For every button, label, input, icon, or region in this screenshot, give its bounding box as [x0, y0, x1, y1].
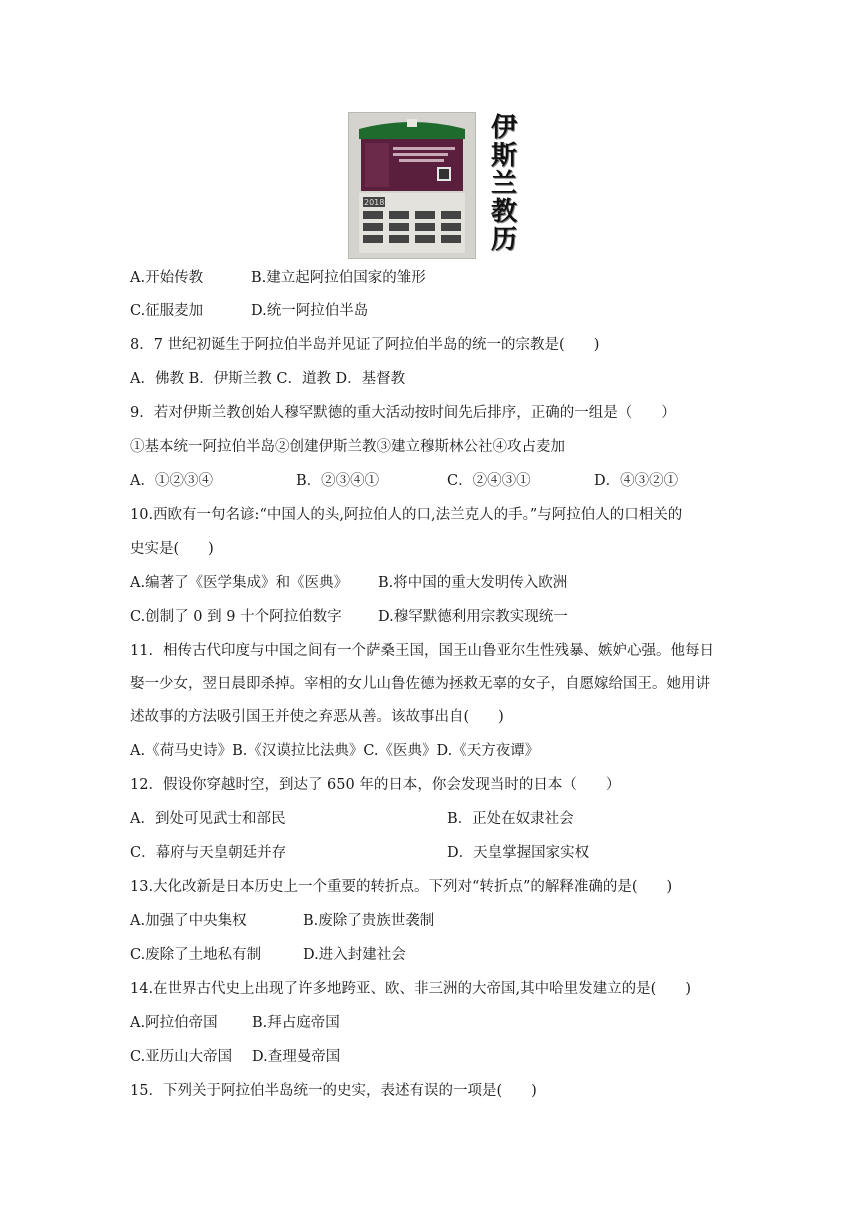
q9-stem: 9．若对伊斯兰教创始人穆罕默德的重大活动按时间先后排序，正确的一组是（ ）	[130, 405, 676, 421]
q15-stem: 15．下列关于阿拉伯半岛统一的史实，表述有误的一项是( )	[130, 1083, 537, 1099]
q8-options: A．佛教 B．伊斯兰教 C．道教 D．基督教	[130, 371, 406, 387]
q7-option-a: A.开始传教	[130, 270, 204, 286]
islamic-calendar-image	[348, 112, 476, 259]
q10-option-a: A.编著了《医学集成》和《医典》	[130, 575, 349, 591]
q9-option-c: C．②④③①	[447, 473, 531, 489]
q8-stem: 8．7 世纪初诞生于阿拉伯半岛并见证了阿拉伯半岛的统一的宗教是( )	[130, 337, 600, 353]
q14-option-b: B.拜占庭帝国	[252, 1015, 340, 1031]
q12-stem: 12．假设你穿越时空，到达了 650 年的日本，你会发现当时的日本（ ）	[130, 777, 621, 793]
q7-option-c: C.征服麦加	[130, 303, 204, 319]
q11-stem-line2: 娶一少女，翌日晨即杀掉。宰相的女儿山鲁佐德为拯救无辜的女子，自愿嫁给国王。她用讲	[130, 676, 710, 692]
q10-stem-line2: 史实是( )	[130, 541, 214, 557]
q9-items: ①基本统一阿拉伯半岛②创建伊斯兰教③建立穆斯林公社④攻占麦加	[130, 439, 565, 455]
q9-option-a: A．①②③④	[130, 473, 213, 489]
q10-option-d: D.穆罕默德利用宗教实现统一	[378, 609, 568, 625]
q12-option-d: D．天皇掌握国家实权	[447, 845, 590, 861]
q13-option-c: C.废除了土地私有制	[130, 947, 262, 963]
q7-option-d: D.统一阿拉伯半岛	[251, 303, 369, 319]
side-title-char: 历	[490, 225, 517, 255]
q11-stem-line3: 述故事的方法吸引国王并使之弃恶从善。该故事出自( )	[130, 709, 504, 725]
q11-stem-line1: 11．相传古代印度与中国之间有一个萨桑王国，国王山鲁亚尔生性残暴、嫉妒心强。他每日	[130, 643, 714, 659]
q12-option-a: A．到处可见武士和部民	[130, 811, 286, 827]
side-title-char: 伊	[490, 113, 517, 143]
q13-option-a: A.加强了中央集权	[130, 913, 247, 929]
calendar-side-title	[484, 114, 524, 254]
q13-stem: 13.大化改新是日本历史上一个重要的转折点。下列对“转折点”的解释准确的是( )	[130, 879, 673, 895]
calendar-year-text: 2018	[364, 198, 385, 207]
q12-option-b: B．正处在奴隶社会	[447, 811, 574, 827]
side-title-char: 斯	[490, 141, 517, 171]
q12-option-c: C．幕府与天皇朝廷并存	[130, 845, 287, 861]
q14-stem: 14.在世界古代史上出现了许多地跨亚、欧、非三洲的大帝国,其中哈里发建立的是( )	[130, 981, 691, 997]
q10-option-c: C.创制了 0 到 9 十个阿拉伯数字	[130, 609, 342, 625]
side-title-char: 教	[490, 197, 517, 227]
q9-option-d: D．④③②①	[594, 473, 679, 489]
q14-option-a: A.阿拉伯帝国	[130, 1015, 218, 1031]
q14-option-c: C.亚历山大帝国	[130, 1049, 233, 1065]
q13-option-d: D.进入封建社会	[303, 947, 406, 963]
q10-stem-line1: 10.西欧有一句名谚:“中国人的头,阿拉伯人的口,法兰克人的手。”与阿拉伯人的口相关的	[130, 507, 683, 523]
q10-option-b: B.将中国的重大发明传入欧洲	[378, 575, 568, 591]
q7-option-b: B.建立起阿拉伯国家的雏形	[251, 270, 426, 286]
q11-options: A.《荷马史诗》B.《汉谟拉比法典》C.《医典》D.《天方夜谭》	[130, 743, 540, 759]
side-title-char: 兰	[490, 169, 517, 199]
q9-option-b: B．②③④①	[296, 473, 380, 489]
q14-option-d: D.查理曼帝国	[252, 1049, 341, 1065]
calendar-illustration	[349, 113, 475, 258]
q13-option-b: B.废除了贵族世袭制	[303, 913, 435, 929]
